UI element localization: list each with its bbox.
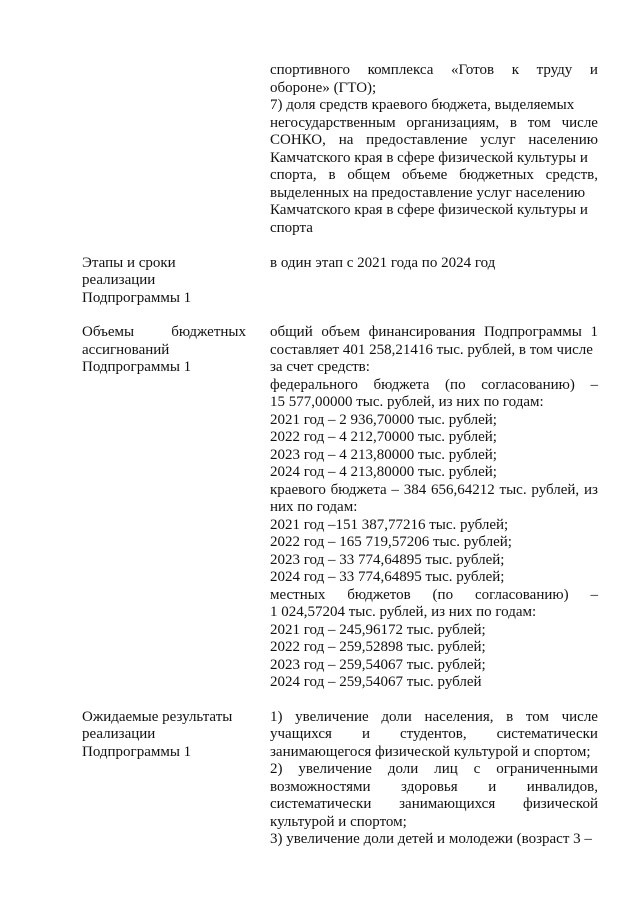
text-line: 2024 год – 4 213,80000 тыс. рублей; [270, 464, 497, 480]
label-line: Этапы и сроки [82, 255, 176, 271]
stages-value: в один этап с 2021 года по 2024 год [270, 255, 496, 271]
text-line: 2022 год – 259,52898 тыс. рублей; [270, 639, 486, 655]
text-line: 15 577,00000 тыс. рублей, из них по годам: [270, 394, 544, 410]
text-line: 7) доля средств краевого бюджета, выделяемых [270, 97, 575, 113]
text-line: Камчатского края в сфере физической культуры и [270, 150, 588, 166]
text-line: 2) увеличение доли лиц с ограниченными [270, 761, 598, 777]
label-line: Подпрограммы 1 [82, 290, 192, 306]
text-line: учащихся и студентов, систематически [270, 726, 598, 742]
text-line: краевого бюджета – 384 656,64212 тыс. рублей, из [270, 482, 598, 498]
text-line: занимающегося физической культурой и спортом; [270, 744, 591, 760]
text-line: культурой и спортом; [270, 814, 407, 830]
text-line: 1 024,57204 тыс. рублей, из них по годам: [270, 604, 537, 620]
text-line: общий объем финансирования Подпрограммы 1 [270, 324, 598, 340]
text-line: 2022 год – 165 719,57206 тыс. рублей; [270, 534, 512, 550]
text-line: 2023 год – 33 774,64895 тыс. рублей; [270, 552, 505, 568]
text-line: возможностями здоровья и инвалидов, [270, 779, 598, 795]
label-line: реализации [82, 272, 156, 288]
label-line: Подпрограммы 1 [82, 744, 192, 760]
label-line: Подпрограммы 1 [82, 359, 192, 375]
text-line: 1) увеличение доли населения, в том числе [270, 709, 598, 725]
text-line: СОНКО, на предоставление услуг населению [270, 132, 598, 148]
text-line: спорта [270, 220, 313, 236]
text-line: 2023 год – 4 213,80000 тыс. рублей; [270, 447, 497, 463]
text-line: 2021 год –151 387,77216 тыс. рублей; [270, 517, 509, 533]
text-line: спортивного комплекса «Готов к труду и [270, 62, 598, 78]
text-line: них по годам: [270, 499, 358, 515]
text-line: 2021 год – 245,96172 тыс. рублей; [270, 622, 486, 638]
text-line: обороне» (ГТО); [270, 80, 377, 96]
text-line: 2024 год – 259,54067 тыс. рублей [270, 674, 482, 690]
text-line: выделенных на предоставление услуг населению [270, 185, 586, 201]
text-line: за счет средств: [270, 359, 370, 375]
label-line: реализации [82, 726, 156, 742]
text-line: местных бюджетов (по согласованию) – [270, 587, 598, 603]
label-line: Объемы бюджетных [82, 324, 246, 340]
text-line: 2023 год – 259,54067 тыс. рублей; [270, 657, 486, 673]
text-line: 2021 год – 2 936,70000 тыс. рублей; [270, 412, 497, 428]
text-line: спорта, в общем объеме бюджетных средств, [270, 167, 598, 183]
label-line: Ожидаемые результаты [82, 709, 233, 725]
text-line: негосударственным организациям, в том числе [270, 115, 598, 131]
text-line: 2022 год – 4 212,70000 тыс. рублей; [270, 429, 497, 445]
text-line: 2024 год – 33 774,64895 тыс. рублей; [270, 569, 505, 585]
text-line: Камчатского края в сфере физической культуры и [270, 202, 588, 218]
text-line: составляет 401 258,21416 тыс. рублей, в том числе [270, 342, 593, 358]
text-line: систематически занимающихся физической [270, 796, 598, 812]
text-line: федерального бюджета (по согласованию) – [270, 377, 598, 393]
label-line: ассигнований [82, 342, 170, 358]
text-line: 3) увеличение доли детей и молодежи (возраст 3 – [270, 831, 592, 847]
